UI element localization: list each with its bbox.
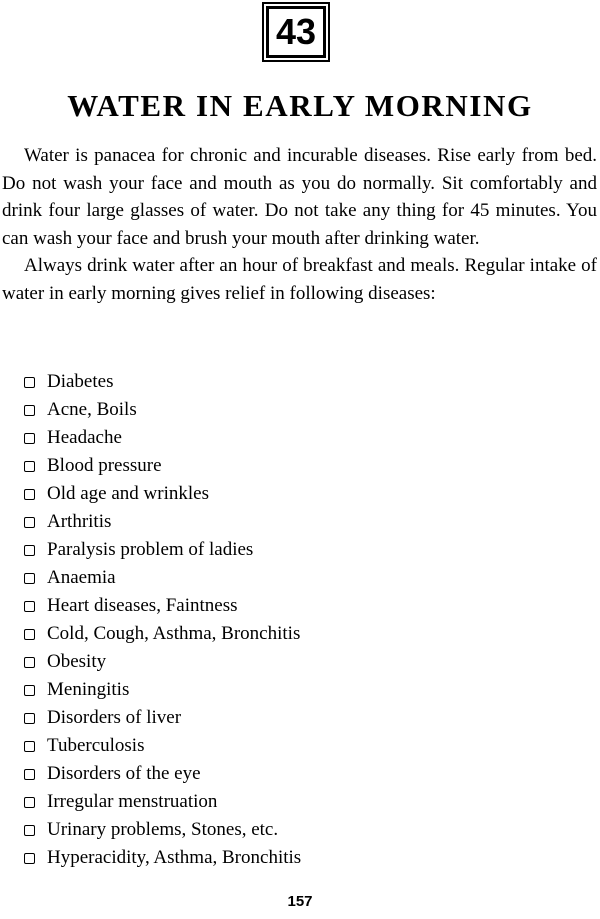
disease-label: Obesity: [47, 651, 107, 672]
disease-label: Disorders of liver: [47, 707, 182, 728]
checkbox-icon: [24, 433, 35, 444]
checkbox-icon: [24, 769, 35, 780]
list-item: [24, 452, 301, 480]
checkbox-icon: [24, 629, 35, 640]
list-item: [24, 620, 301, 648]
disease-label: Paralysis problem of ladies: [47, 539, 254, 560]
checkbox-icon: [24, 517, 35, 528]
page-title: WATER IN EARLY MORNING: [67, 88, 533, 123]
checkbox-icon: [24, 657, 35, 668]
list-item: [24, 844, 301, 872]
checkbox-icon: [24, 377, 35, 388]
checkbox-icon: [24, 489, 35, 500]
checkbox-icon: [24, 713, 35, 724]
body-text: [2, 142, 597, 307]
checkbox-icon: [24, 853, 35, 864]
disease-label: Hyperacidity, Asthma, Bronchitis: [47, 847, 302, 868]
chapter-number-box: [266, 6, 326, 58]
list-item: [24, 396, 301, 424]
list-item: [24, 648, 301, 676]
disease-label: Cold, Cough, Asthma, Bronchitis: [47, 623, 301, 644]
list-item: [24, 536, 301, 564]
paragraph-intro: Water is panacea for chronic and incurable diseases. Rise early from bed. Do not wash your face and mouth as you do normally. Sit comfortably and drink four large glasses of water. Do not take any thing for 45 minutes. You can wash your face and brush your mouth after drinking water.: [2, 145, 597, 249]
list-item: [24, 760, 301, 788]
list-item: [24, 788, 301, 816]
disease-label: Anaemia: [47, 567, 116, 588]
disease-label: Tuberculosis: [47, 735, 145, 756]
checkbox-icon: [24, 601, 35, 612]
disease-label: Disorders of the eye: [47, 763, 201, 784]
list-item: [24, 508, 301, 536]
disease-label: Meningitis: [47, 679, 130, 700]
list-item: [24, 592, 301, 620]
list-item: [24, 424, 301, 452]
page-number: 157: [287, 893, 313, 910]
list-item: [24, 704, 301, 732]
checkbox-icon: [24, 461, 35, 472]
list-item: [24, 564, 301, 592]
disease-label: Diabetes: [47, 371, 114, 392]
paragraph-relief: Always drink water after an hour of breakfast and meals. Regular intake of water in early morning gives relief in following diseases:: [2, 255, 597, 304]
checkbox-icon: [24, 825, 35, 836]
disease-label: Blood pressure: [47, 455, 162, 476]
disease-label: Irregular menstruation: [47, 791, 218, 812]
chapter-number: 43: [275, 11, 317, 52]
list-item: [24, 732, 301, 760]
checkbox-icon: [24, 573, 35, 584]
list-item: [24, 368, 301, 396]
disease-label: Old age and wrinkles: [47, 483, 209, 504]
list-item: [24, 816, 301, 844]
disease-label: Heart diseases, Faintness: [47, 595, 238, 616]
checkbox-icon: [24, 797, 35, 808]
list-item: [24, 480, 301, 508]
checkbox-icon: [24, 685, 35, 696]
disease-label: Acne, Boils: [47, 399, 137, 420]
checkbox-icon: [24, 741, 35, 752]
disease-label: Headache: [47, 427, 122, 448]
disease-label: Urinary problems, Stones, etc.: [47, 819, 279, 840]
checkbox-icon: [24, 545, 35, 556]
list-item: [24, 676, 301, 704]
disease-label: Arthritis: [47, 511, 112, 532]
checkbox-icon: [24, 405, 35, 416]
disease-list: [24, 368, 301, 872]
